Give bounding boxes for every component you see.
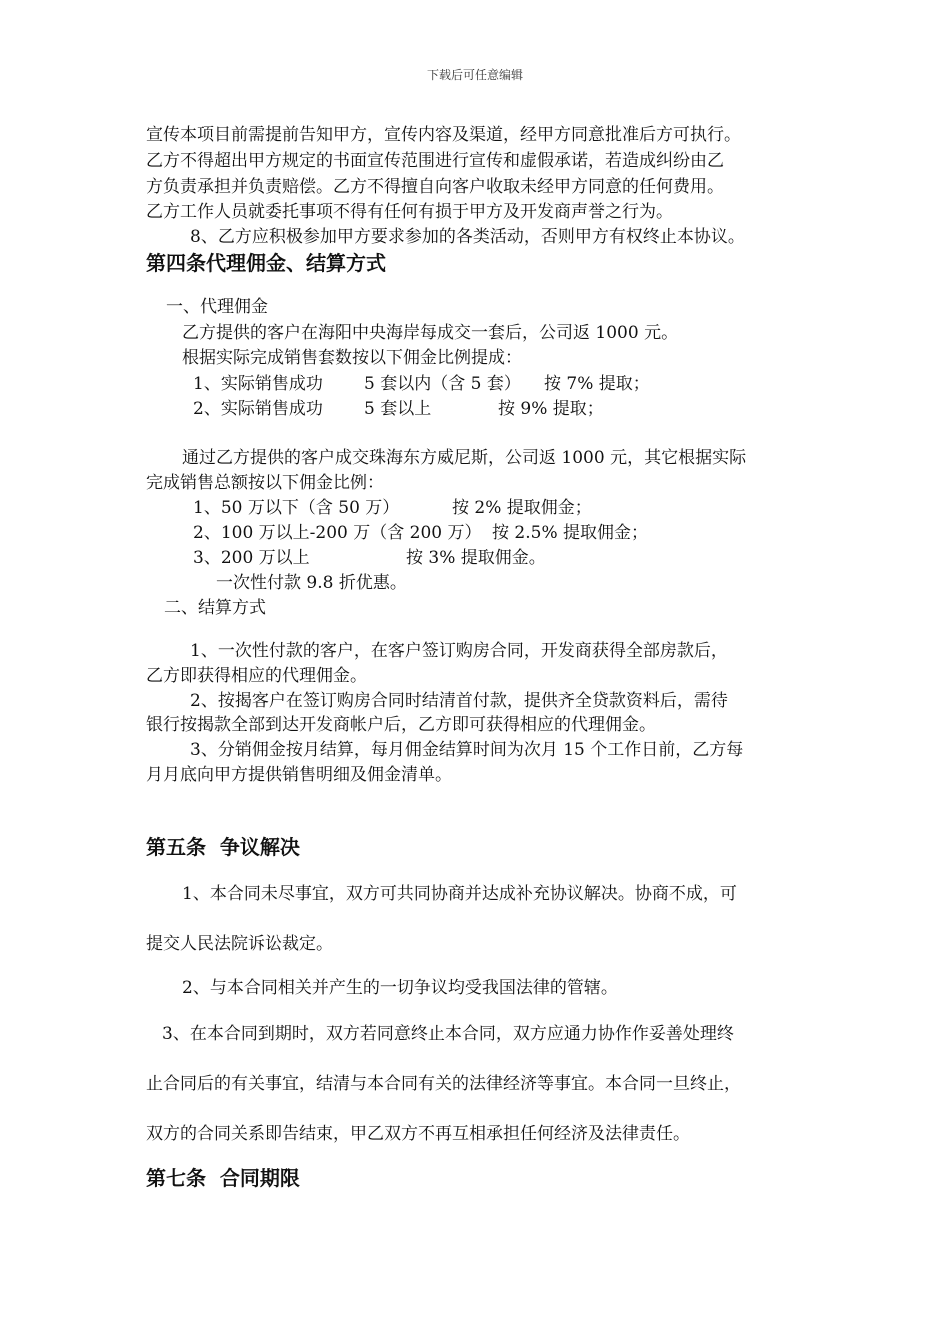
- body-line: 3、分销佣金按月结算，每月佣金结算时间为次月 15 个工作日前，乙方每: [190, 740, 744, 760]
- tier-item-label: 1、50 万以下（含 50 万）: [193, 498, 400, 518]
- body-line: 宣传本项目前需提前告知甲方，宣传内容及渠道，经甲方同意批准后方可执行。: [146, 125, 741, 145]
- body-line: 止合同后的有关事宜，结清与本合同有关的法律经济等事宜。本合同一旦终止，: [146, 1074, 741, 1094]
- tier-item-range: 5 套以上: [364, 399, 432, 419]
- body-line: 2、按揭客户在签订购房合同时结清首付款，提供齐全贷款资料后，需待: [190, 691, 728, 711]
- tier-item-label: 1、实际销售成功: [193, 374, 323, 394]
- discount-note: 一次性付款 9.8 折优惠。: [216, 573, 407, 593]
- body-line: 3、在本合同到期时，双方若同意终止本合同，双方应通力协作作妥善处理终: [162, 1024, 734, 1044]
- body-line: 完成销售总额按以下佣金比例：: [146, 473, 384, 493]
- section-heading: 一、代理佣金: [166, 297, 268, 317]
- tier-item-rate: 按 3% 提取佣金。: [406, 548, 546, 568]
- body-line: 月月底向甲方提供销售明细及佣金清单。: [146, 765, 452, 785]
- article-5-heading: 第五条 争议解决: [146, 835, 300, 859]
- tier-item-label: 3、200 万以上: [193, 548, 310, 568]
- body-line: 1、一次性付款的客户，在客户签订购房合同，开发商获得全部房款后，: [190, 641, 728, 661]
- body-line: 乙方工作人员就委托事项不得有任何有损于甲方及开发商声誉之行为。: [146, 202, 673, 222]
- tier-item-rate: 按 2% 提取佣金；: [452, 498, 592, 518]
- body-line: 方负责承担并负责赔偿。乙方不得擅自向客户收取未经甲方同意的任何费用。: [146, 177, 724, 197]
- body-line: 1、本合同未尽事宜，双方可共同协商并达成补充协议解决。协商不成，可: [182, 884, 737, 904]
- article-7-heading: 第七条 合同期限: [146, 1166, 300, 1190]
- section-heading: 二、结算方式: [164, 598, 266, 618]
- body-line: 根据实际完成销售套数按以下佣金比例提成：: [182, 348, 522, 368]
- body-line: 乙方不得超出甲方规定的书面宣传范围进行宣传和虚假承诺，若造成纠纷由乙: [146, 151, 724, 171]
- body-line: 8、乙方应积极参加甲方要求参加的各类活动，否则甲方有权终止本协议。: [190, 227, 745, 247]
- page-header: 下载后可任意编辑: [426, 68, 523, 82]
- body-line: 提交人民法院诉讼裁定。: [146, 934, 333, 954]
- body-line: 银行按揭款全部到达开发商帐户后，乙方即可获得相应的代理佣金。: [146, 715, 656, 735]
- tier-item-label: 2、100 万以上-200 万（含 200 万）: [193, 523, 482, 543]
- article-4-heading: 第四条代理佣金、结算方式: [146, 251, 386, 275]
- tier-item-range: 5 套以内（含 5 套）: [364, 374, 521, 394]
- body-line: 乙方提供的客户在海阳中央海岸每成交一套后，公司返 1000 元。: [182, 323, 679, 343]
- body-line: 乙方即获得相应的代理佣金。: [146, 666, 367, 686]
- body-line: 通过乙方提供的客户成交珠海东方威尼斯，公司返 1000 元，其它根据实际: [182, 448, 747, 468]
- tier-item-rate: 按 7% 提取；: [544, 374, 650, 394]
- tier-item-label: 2、实际销售成功: [193, 399, 323, 419]
- body-line: 2、与本合同相关并产生的一切争议均受我国法律的管辖。: [182, 978, 618, 998]
- body-line: 双方的合同关系即告结束，甲乙双方不再互相承担任何经济及法律责任。: [146, 1124, 690, 1144]
- tier-item-rate: 按 2.5% 提取佣金；: [492, 523, 648, 543]
- tier-item-rate: 按 9% 提取；: [498, 399, 604, 419]
